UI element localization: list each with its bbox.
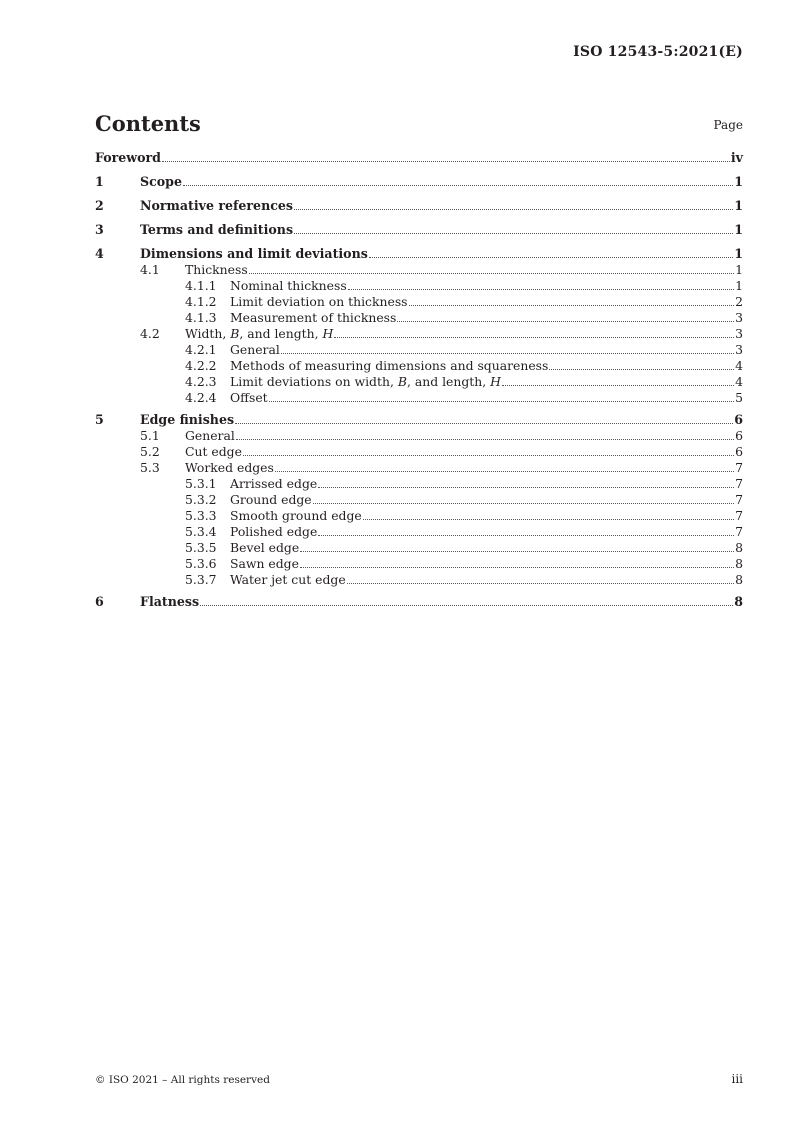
toc-entry-page[interactable]: 5 <box>735 390 743 405</box>
dot-leader <box>397 321 734 322</box>
toc-entry-title[interactable]: Edge finishes <box>140 412 235 427</box>
toc-entry-number: 4.1 <box>140 262 160 277</box>
toc-entry-page[interactable]: iv <box>730 150 743 165</box>
table-of-contents <box>95 150 743 618</box>
toc-entry-number: 4 <box>95 246 104 261</box>
copyright-notice: © ISO 2021 – All rights reserved <box>95 1074 270 1086</box>
dot-leader <box>348 289 734 290</box>
toc-entry-page[interactable]: 1 <box>734 198 743 213</box>
toc-entry-page[interactable]: 6 <box>735 444 743 459</box>
toc-entry[interactable] <box>95 150 743 174</box>
toc-entry-title[interactable]: Dimensions and limit deviations <box>140 246 368 261</box>
toc-entry-page[interactable]: 7 <box>735 492 743 507</box>
dot-leader <box>318 535 734 536</box>
toc-entry-page[interactable]: 4 <box>735 374 743 389</box>
toc-entry-page[interactable]: 3 <box>735 326 743 341</box>
toc-entry-page[interactable]: 7 <box>735 460 743 475</box>
toc-entry[interactable] <box>95 174 743 198</box>
toc-entry-title[interactable]: Flatness <box>140 594 200 609</box>
dot-leader <box>183 185 733 186</box>
toc-entry-title[interactable]: Thickness <box>185 262 248 277</box>
toc-entry-page[interactable]: 1 <box>734 174 743 189</box>
toc-entry-page[interactable]: 1 <box>734 246 743 261</box>
dot-leader <box>281 353 734 354</box>
toc-entry-number: 5.3.7 <box>185 572 217 587</box>
dot-leader <box>269 401 734 402</box>
toc-entry-number: 6 <box>95 594 104 609</box>
toc-entry-number: 4.1.3 <box>185 310 217 325</box>
toc-entry-number: 5.3.4 <box>185 524 217 539</box>
toc-entry[interactable] <box>95 310 743 326</box>
dot-leader <box>502 385 734 386</box>
toc-entry-page[interactable]: 6 <box>735 428 743 443</box>
toc-entry-number: 2 <box>95 198 104 213</box>
toc-entry[interactable] <box>95 358 743 374</box>
dot-leader <box>236 439 734 440</box>
toc-entry-title[interactable]: Terms and definitions <box>140 222 294 237</box>
toc-entry-page[interactable]: 1 <box>735 262 743 277</box>
dot-leader <box>235 423 733 424</box>
toc-entry-title[interactable]: Offset <box>230 390 268 405</box>
toc-entry-title[interactable]: Limit deviations on width, B, and length, H <box>230 374 501 389</box>
toc-entry-page[interactable]: 3 <box>735 310 743 325</box>
dot-leader <box>313 503 734 504</box>
dot-leader <box>249 273 734 274</box>
toc-entry-page[interactable]: 6 <box>734 412 743 427</box>
toc-entry[interactable] <box>95 476 743 492</box>
toc-entry-title[interactable]: Measurement of thickness <box>230 310 397 325</box>
toc-entry-page[interactable]: 8 <box>735 572 743 587</box>
toc-entry-number: 4.2.1 <box>185 342 217 357</box>
page-number: iii <box>731 1072 743 1086</box>
toc-entry[interactable] <box>95 198 743 222</box>
dot-leader <box>294 233 733 234</box>
toc-entry-title[interactable]: Bevel edge <box>230 540 300 555</box>
toc-entry-number: 5.3.6 <box>185 556 217 571</box>
toc-entry-number: 4.2 <box>140 326 160 341</box>
toc-entry[interactable] <box>95 492 743 508</box>
toc-entry[interactable] <box>95 222 743 246</box>
toc-entry-title[interactable]: Polished edge <box>230 524 318 539</box>
dot-leader <box>300 551 734 552</box>
toc-entry-number: 5.3.5 <box>185 540 217 555</box>
toc-entry-title[interactable]: Normative references <box>140 198 294 213</box>
toc-entry[interactable] <box>95 572 743 588</box>
toc-entry-title[interactable]: Worked edges <box>185 460 274 475</box>
toc-entry-number: 4.1.2 <box>185 294 217 309</box>
toc-entry[interactable] <box>95 390 743 406</box>
toc-entry-title[interactable]: Ground edge <box>230 492 312 507</box>
toc-entry-title[interactable]: Foreword <box>95 150 161 165</box>
toc-entry-number: 4.2.2 <box>185 358 217 373</box>
toc-entry-title[interactable]: Limit deviation on thickness <box>230 294 408 309</box>
toc-entry-title[interactable]: Width, B, and length, H <box>185 326 334 341</box>
dot-leader <box>347 583 734 584</box>
dot-leader <box>409 305 735 306</box>
toc-entry-page[interactable]: 7 <box>735 524 743 539</box>
dot-leader <box>369 257 733 258</box>
toc-entry-title[interactable]: Smooth ground edge <box>230 508 362 523</box>
toc-entry-page[interactable]: 7 <box>735 476 743 491</box>
toc-entry-number: 4.2.4 <box>185 390 217 405</box>
toc-entry-number: 5.1 <box>140 428 160 443</box>
toc-entry-title[interactable]: Water jet cut edge <box>230 572 346 587</box>
toc-entry-title[interactable]: Sawn edge <box>230 556 299 571</box>
dot-leader <box>162 161 730 162</box>
dot-leader <box>275 471 734 472</box>
toc-entry-title[interactable]: Methods of measuring dimensions and squareness <box>230 358 549 373</box>
toc-entry[interactable] <box>95 556 743 572</box>
toc-entry[interactable] <box>95 508 743 524</box>
toc-entry-number: 1 <box>95 174 104 189</box>
toc-entry-page[interactable]: 8 <box>734 594 743 609</box>
toc-entry-title[interactable]: Arrissed edge <box>230 476 318 491</box>
toc-entry-title[interactable]: General <box>230 342 280 357</box>
document-identifier: ISO 12543-5:2021(E) <box>573 44 743 60</box>
toc-entry-title[interactable]: Cut edge <box>185 444 242 459</box>
toc-entry[interactable] <box>95 540 743 556</box>
toc-entry-page[interactable]: 7 <box>735 508 743 523</box>
dot-leader <box>549 369 734 370</box>
toc-entry-title[interactable]: Scope <box>140 174 182 189</box>
toc-entry[interactable] <box>95 262 743 278</box>
toc-entry[interactable] <box>95 444 743 460</box>
dot-leader <box>300 567 734 568</box>
dot-leader <box>318 487 734 488</box>
toc-entry-page[interactable]: 1 <box>734 222 743 237</box>
dot-leader <box>200 605 733 606</box>
toc-entry-number: 5.2 <box>140 444 160 459</box>
toc-entry[interactable] <box>95 342 743 358</box>
toc-entry-title[interactable]: Nominal thickness <box>230 278 347 293</box>
toc-entry-number: 3 <box>95 222 104 237</box>
contents-title: Contents <box>95 111 201 136</box>
toc-entry-page[interactable]: 2 <box>735 294 743 309</box>
toc-entry[interactable] <box>95 278 743 294</box>
toc-entry-page[interactable]: 3 <box>735 342 743 357</box>
dot-leader <box>363 519 734 520</box>
dot-leader <box>243 455 734 456</box>
toc-entry[interactable] <box>95 294 743 310</box>
toc-entry[interactable] <box>95 524 743 540</box>
toc-entry-number: 5.3.2 <box>185 492 217 507</box>
toc-entry-number: 5.3.3 <box>185 508 217 523</box>
dot-leader <box>334 337 734 338</box>
toc-entry[interactable] <box>95 374 743 390</box>
dot-leader <box>294 209 733 210</box>
toc-entry-number: 4.1.1 <box>185 278 217 293</box>
page-column-label: Page <box>713 118 743 132</box>
toc-entry-page[interactable]: 8 <box>735 556 743 571</box>
toc-entry-page[interactable]: 8 <box>735 540 743 555</box>
toc-entry-title[interactable]: General <box>185 428 235 443</box>
toc-entry-number: 5 <box>95 412 104 427</box>
toc-entry-number: 5.3.1 <box>185 476 217 491</box>
toc-entry[interactable] <box>95 428 743 444</box>
toc-entry-number: 4.2.3 <box>185 374 217 389</box>
toc-entry-page[interactable]: 1 <box>735 278 743 293</box>
toc-entry-number: 5.3 <box>140 460 160 475</box>
toc-entry-page[interactable]: 4 <box>735 358 743 373</box>
toc-entry[interactable] <box>95 594 743 618</box>
toc-entry[interactable] <box>95 326 743 342</box>
toc-entry[interactable] <box>95 460 743 476</box>
